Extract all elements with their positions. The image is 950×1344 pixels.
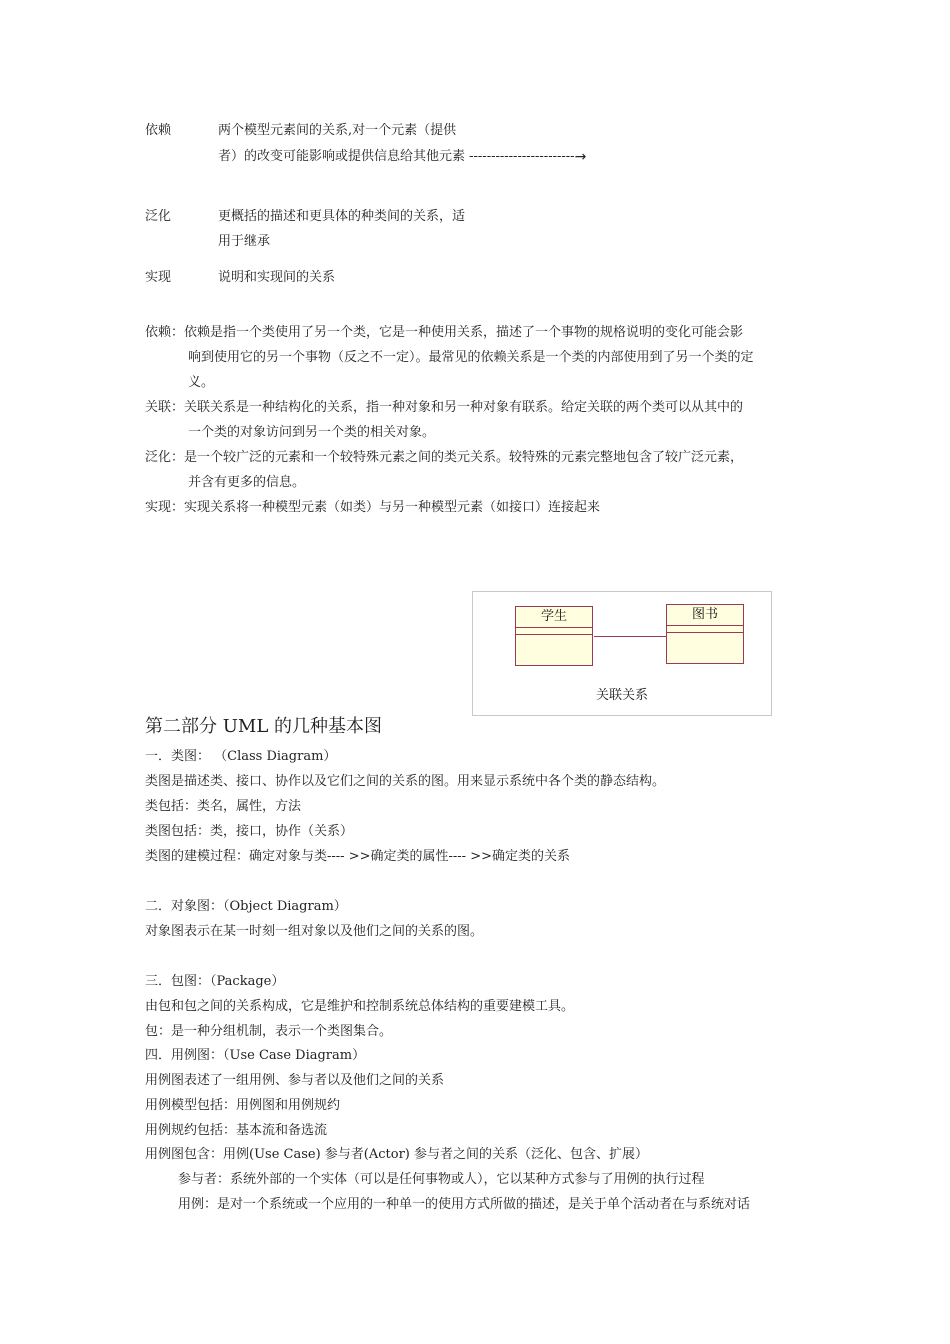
- package-definition: 包：是一种分组机制，表示一个类图集合。: [145, 1024, 393, 1039]
- section-heading: 第二部分 UML 的几种基本图: [145, 716, 382, 737]
- dependency-arrow-icon: →: [574, 149, 587, 165]
- class-includes: 类包括：类名，属性，方法: [145, 799, 302, 814]
- relation-desc-generalization-line1: 更概括的描述和更具体的种类间的关系，适: [218, 209, 466, 224]
- relation-term-realization: 实现: [145, 270, 172, 285]
- relation-term-dependency: 依赖: [145, 123, 172, 138]
- class-diagram-title: 一．类图： （Class Diagram）: [145, 749, 337, 764]
- relation-desc-dependency-line1: 两个模型元素间的关系,对一个元素（提供: [218, 123, 457, 138]
- use-case-diagram-desc: 用例图表述了一组用例、参与者以及他们之间的关系: [145, 1073, 445, 1088]
- class-attributes-compartment: [516, 628, 592, 635]
- class-box-book: [666, 604, 744, 664]
- definition-dependency-line1: 依赖：依赖是指一个类使用了另一个类，它是一种使用关系，描述了一个事物的规格说明的变化可能会影: [145, 325, 744, 340]
- class-box-student: [515, 606, 593, 666]
- diagram-caption: 关联关系: [595, 688, 648, 703]
- object-diagram-title: 二．对象图：（Object Diagram）: [145, 899, 347, 914]
- class-name-student: 学生: [516, 607, 592, 628]
- package-desc: 由包和包之间的关系构成，它是维护和控制系统总体结构的重要建模工具。: [145, 999, 575, 1014]
- use-case-model: 用例模型包括：用例图和用例规约: [145, 1098, 341, 1113]
- package-title: 三．包图：（Package）: [145, 974, 285, 989]
- definition-realization-line1: 实现：实现关系将一种模型元素（如类）与另一种模型元素（如接口）连接起来: [145, 500, 601, 515]
- relation-term-generalization: 泛化: [145, 209, 172, 224]
- definition-dependency-line3: 义。: [188, 375, 215, 390]
- relation-desc-realization: 说明和实现间的关系: [218, 270, 336, 285]
- class-diagram-includes: 类图包括：类，接口，协作（关系）: [145, 824, 354, 839]
- use-case-diagram-contains: 用例图包含：用例(Use Case) 参与者(Actor) 参与者之间的关系（泛化、包含、扩展）: [145, 1147, 649, 1162]
- class-name-book: 图书: [667, 605, 743, 626]
- class-diagram-modeling: 类图的建模过程：确定对象与类---- >>确定类的属性---- >>确定类的关系: [145, 849, 570, 864]
- definition-association-line2: 一个类的对象访问到另一个类的相关对象。: [188, 425, 436, 440]
- definition-association-line1: 关联：关联关系是一种结构化的关系，指一种对象和另一种对象有联系。给定关联的两个类可以从其中的: [145, 400, 744, 415]
- use-case-spec: 用例规约包括：基本流和备选流: [145, 1123, 328, 1138]
- association-diagram: [472, 591, 772, 716]
- association-line: [594, 636, 666, 637]
- class-diagram-desc: 类图是描述类、接口、协作以及它们之间的关系的图。用来显示系统中各个类的静态结构。: [145, 774, 666, 789]
- class-attributes-compartment: [667, 626, 743, 633]
- definition-dependency-line2: 响到使用它的另一个事物（反之不一定）。最常见的依赖关系是一个类的内部使用到了另一个类的定: [188, 350, 754, 365]
- relation-desc-generalization-line2: 用于继承: [218, 234, 271, 249]
- definition-generalization-line1: 泛化：是一个较广泛的元素和一个较特殊元素之间的类元关系。较特殊的元素完整地包含了较广泛元素，: [145, 450, 744, 465]
- use-case-diagram-title: 四．用例图：（Use Case Diagram）: [145, 1048, 366, 1063]
- object-diagram-desc: 对象图表示在某一时刻一组对象以及他们之间的关系的图。: [145, 924, 484, 939]
- use-case-definition: 用例：是对一个系统或一个应用的一种单一的使用方式所做的描述，是关于单个活动者在与系统对话: [178, 1197, 751, 1212]
- definition-generalization-line2: 并含有更多的信息。: [188, 475, 306, 490]
- relation-desc-dependency-line2: 者）的改变可能影响或提供信息给其他元素 ------------------------→: [218, 149, 587, 165]
- actor-definition: 参与者：系统外部的一个实体（可以是任何事物或人），它以某种方式参与了用例的执行过程: [178, 1172, 705, 1187]
